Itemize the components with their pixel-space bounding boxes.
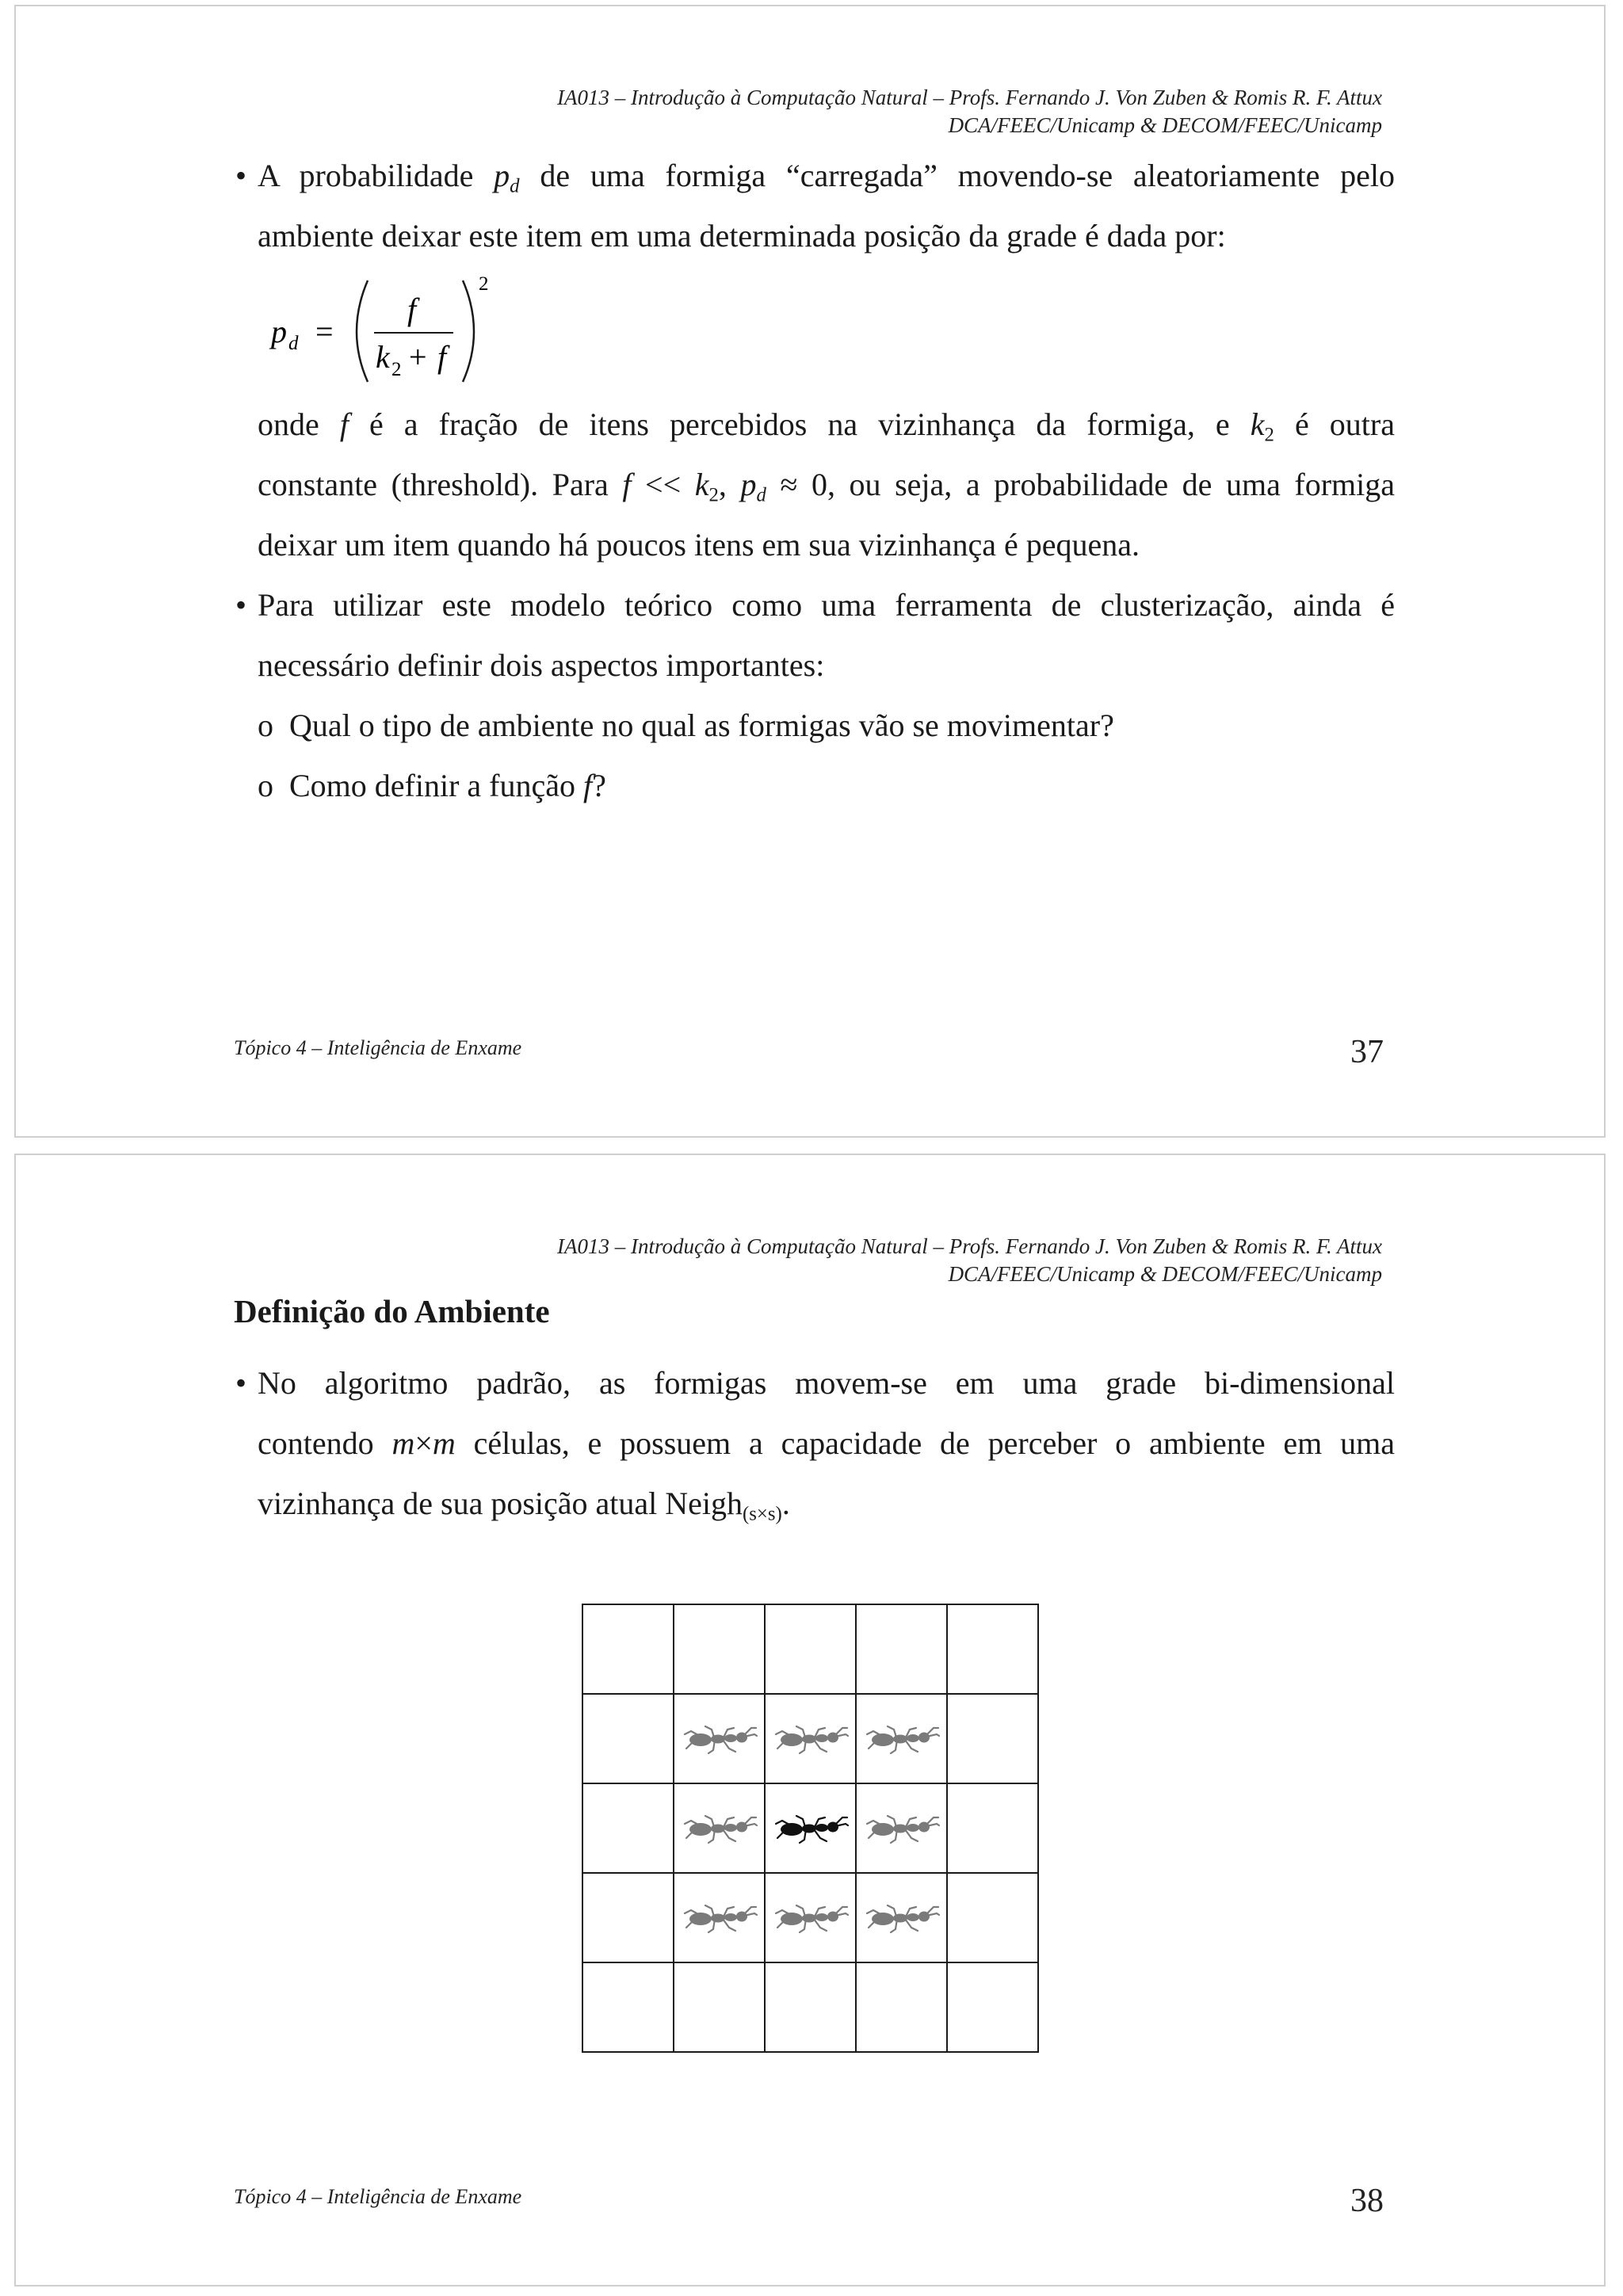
grid-row [582, 1694, 1038, 1783]
threshold-explanation [258, 395, 1395, 575]
slide-header [557, 84, 1382, 139]
svg-text:+: + [409, 339, 427, 375]
neighborhood-grid [582, 1604, 1039, 2053]
ant-icon [766, 1723, 855, 1755]
slide-37 [14, 5, 1606, 1138]
grid-cell [765, 1873, 856, 1962]
ant-icon [857, 1813, 946, 1844]
page-number: 37 [1350, 1034, 1384, 1070]
svg-text:=: = [315, 314, 334, 349]
grid-row [582, 1962, 1038, 2052]
text-line: constante (threshold). Para $f << k_2$, $p_d \approx 0$, ou seja, a probabilidade de uma formiga [258, 467, 1396, 506]
grid-cell [674, 1604, 765, 1694]
probability-formula [263, 273, 517, 391]
grid-cell [947, 1783, 1038, 1873]
grid-cell [856, 1873, 947, 1962]
bullet-grid-text [258, 1353, 1395, 1534]
section-title: Definição do Ambiente [234, 1293, 550, 1329]
bullet-clustering-text [258, 575, 1395, 696]
grid-cell [765, 1604, 856, 1694]
ant-icon [857, 1723, 946, 1755]
bullet-marker: • [235, 158, 247, 193]
sub-item-text: Como definir a função f? [289, 768, 606, 803]
ant-icon [766, 1902, 855, 1934]
grid-cell [765, 1783, 856, 1873]
grid-cell [582, 1604, 674, 1694]
header-course-line: IA013 – Introdução à Computação Natural – Profs. Fernando J. Von Zuben & Romis R. F. Attux [557, 1234, 1382, 1258]
grid-cell [582, 1873, 674, 1962]
ant-icon [674, 1723, 764, 1755]
grid-cell [947, 1962, 1038, 2052]
grid-cell [582, 1783, 674, 1873]
central-ant-icon [766, 1813, 855, 1844]
ant-icon [857, 1902, 946, 1934]
svg-text:2: 2 [391, 359, 402, 380]
footer-topic: Tópico 4 – Inteligência de Enxame [234, 2185, 522, 2208]
bullet-marker: • [235, 1365, 247, 1401]
header-dept-line: DCA/FEEC/Unicamp & DECOM/FEEC/Unicamp [948, 113, 1382, 137]
text-line: necessário definir dois aspectos importantes: [258, 647, 825, 683]
sub-item-function [258, 756, 606, 816]
grid-cell [674, 1873, 765, 1962]
grid-cell [856, 1783, 947, 1873]
text-line: No algoritmo padrão, as formigas movem-se em uma grade bi-dimensional [258, 1365, 1395, 1401]
grid-cell [856, 1604, 947, 1694]
ant-icon [674, 1902, 764, 1934]
grid-row [582, 1783, 1038, 1873]
header-course-line: IA013 – Introdução à Computação Natural – Profs. Fernando J. Von Zuben & Romis R. F. Attux [557, 86, 1382, 109]
footer-topic: Tópico 4 – Inteligência de Enxame [234, 1036, 522, 1059]
svg-text:2: 2 [479, 273, 489, 295]
text-line: deixar um item quando há poucos itens em sua vizinhança é pequena. [258, 527, 1140, 563]
text-line: A probabilidade $p_d$ de uma formiga “carregada” movendo-se aleatoriamente pelo [258, 158, 1395, 197]
svg-text:k: k [376, 339, 390, 375]
grid-cell [674, 1783, 765, 1873]
page-number: 38 [1350, 2183, 1384, 2219]
grid-cell [765, 1694, 856, 1783]
text-line: contendo m×m células, e possuem a capacidade de perceber o ambiente em uma [258, 1425, 1395, 1461]
grid-cell [765, 1962, 856, 2052]
text-line: vizinhança de sua posição atual Neigh$_{(s\times s)}$. [258, 1486, 790, 1525]
svg-text:f: f [407, 292, 417, 327]
bullet-marker: • [235, 587, 247, 623]
header-dept-line: DCA/FEEC/Unicamp & DECOM/FEEC/Unicamp [948, 1262, 1382, 1286]
bullet-probability-text [258, 146, 1395, 266]
circle-marker: o [258, 707, 273, 743]
grid-row [582, 1604, 1038, 1694]
grid-cell [674, 1694, 765, 1783]
grid-cell [947, 1873, 1038, 1962]
text-line: ambiente deixar este item em uma determinada posição da grade é dada por: [258, 218, 1226, 254]
svg-text:d: d [288, 333, 299, 354]
slide-38 [14, 1154, 1606, 2286]
text-line: onde f é a fração de itens percebidos na vizinhança da formiga, e $k_2$ é outra [258, 406, 1395, 446]
circle-marker: o [258, 768, 273, 803]
ant-icon [674, 1813, 764, 1844]
grid-cell [674, 1962, 765, 2052]
grid-cell [856, 1962, 947, 2052]
grid-cell [856, 1694, 947, 1783]
grid-cell [947, 1694, 1038, 1783]
text-line: Para utilizar este modelo teórico como uma ferramenta de clusterização, ainda é [258, 587, 1395, 623]
grid-cell [582, 1962, 674, 2052]
grid-row [582, 1873, 1038, 1962]
grid-cell [582, 1694, 674, 1783]
grid-cell [947, 1604, 1038, 1694]
svg-text:f: f [437, 339, 447, 375]
slide-header [557, 1233, 1382, 1288]
svg-text:p: p [271, 314, 287, 349]
sub-item-text: Qual o tipo de ambiente no qual as formigas vão se movimentar? [289, 707, 1114, 743]
sub-item-environment [258, 696, 1114, 756]
